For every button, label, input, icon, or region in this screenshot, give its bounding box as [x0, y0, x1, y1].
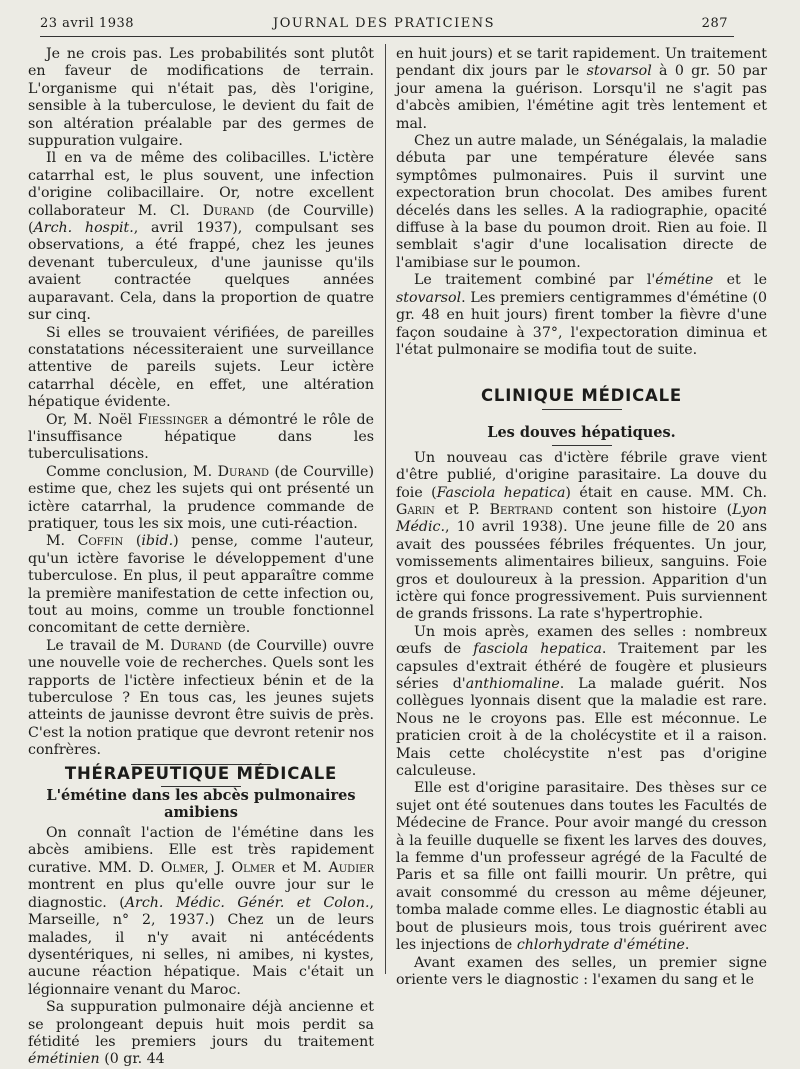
column-divider [385, 44, 386, 974]
paragraph: Si elles se trouvaient vérifiées, de pareilles constatations nécessiteraient une surveillance attentive de pareils sujets. Leur ictère catarrhal décèle, en effet, une altération hépatique évidente. [28, 324, 374, 411]
paragraph: Un mois après, examen des selles : nombreux œufs de fasciola hepatica. Traitement par les capsules d'extrait éthéré de fougère et plusieurs séries d'anthiomaline. La malade guérit. Nos collègues lyonnais disent que la maladie est rare. Nous ne le croyons pas. Elle est méconnue. Le praticien croit à de la cholécystite et il a raison. Mais cette cholécystite n'est pas d'origine calculeuse. [396, 623, 767, 780]
section-title-therapeutique: THÉRAPEUTIQUE MÉDICALE [64, 763, 338, 783]
paragraph: Chez un autre malade, un Sénégalais, la maladie débuta par une température élevée sans symptômes pulmonaires. Puis il survint une expectoration brun chocolat. Des amibes furent décelés dans les selles. A la radiographie, opacité diffuse à la base du poumon droit. Rien au foie. Il semblait s'agir d'une localisation directe de l'amibiase sur le poumon. [396, 133, 767, 271]
left-column [28, 46, 374, 1069]
section-title-clinique: CLINIQUE MÉDICALE [481, 386, 682, 406]
paragraph: Le traitement combiné par l'émétine et le stovarsol. Les premiers centigrammes d'émétine (0 gr. 48 en huit jours) firent tomber la fièvre d'une façon soudaine à 37°, l'expectoration diminua et l'état pulmonaire se modifia tout de suite. [396, 272, 767, 358]
paragraph: Il en va de même des colibacilles. L'ictère catarrhal est, le plus souvent, une infection d'origine colibacillaire. Or, notre excellent collaborateur M. Cl. Durand (de Courville) (Arch. hospit., avril 1937), compulsant ses observations, a été frappé, chez les jeunes devenant tuberculeux, d'une jaunisse qu'ils avaient contractée quelques années auparavant. Cela, dans la proportion de quatre sur cinq. [28, 150, 375, 324]
paragraph: Or, M. Noël Fiessinger a démontré le rôle de l'insuffisance hépatique dans les tuberculisations. [28, 411, 374, 463]
running-header [40, 14, 728, 36]
right-column [396, 46, 767, 989]
paragraph: Sa suppuration pulmonaire déjà ancienne et se prolongeant depuis huit mois perdit sa fétidité les premiers jours du traitement émétinien (0 gr. 44 [28, 999, 374, 1068]
paragraph: Comme conclusion, M. Durand (de Courville) estime que, chez les sujets qui ont présenté un ictère catarrhal, la prudence commande de pratiquer, tous les six mois, une cuti-réaction. [28, 463, 374, 532]
paragraph: Le travail de M. Durand (de Courville) ouvre une nouvelle voie de recherches. Quels sont les rapports de l'ictère infectieux bénin et de la tuberculose ? En tous cas, les jeunes sujets atteints de jaunisse devront être suivis de près. C'est la notion pratique que devront retenir nos confrères. [28, 637, 374, 759]
article-rule [552, 445, 612, 446]
paragraph: On connaît l'action de l'émétine dans les abcès amibiens. Elle est très rapidement curative. MM. D. Olmer, J. Olmer et M. Audier montrent en plus qu'elle ouvre jour sur le diagnostic. (Arch. Médic. Génér. et Colon., Marseille, n° 2, 1937.) Chez un de leurs malades, il n'y avait ni antécédents dysentériques, ni selles, ni amibes, ni kystes, aucune réaction hépatique. Mais c'était un légionnaire venant du Maroc. [28, 825, 375, 998]
paragraph: Je ne crois pas. Les probabilités sont plutôt en faveur de modifications de terrain. L'organisme qui n'était pas, dès l'origine, sensible à la tuberculose, le devient du fait de son altération préalable par des germes de suppuration vulgaire. [28, 46, 374, 150]
journal-title: JOURNAL DES PRATICIENS [273, 16, 495, 31]
paragraph: en huit jours) et se tarit rapidement. Un traitement pendant dix jours par le stovarsol à 0 gr. 50 par jour amena la guérison. Lorsqu'il ne s'agit pas d'abcès amibien, l'émétine agit très lentement et mal. [396, 46, 767, 132]
paragraph: Elle est d'origine parasitaire. Des thèses sur ce sujet ont été soutenues dans toutes les Facultés de Médecine de France. Pour avoir mangé du cresson à la feuille duquelle se fixent les larves des douves, la femme d'un professeur agrégé de la Faculté de Paris et sa fille ont failli mourir. Un prêtre, qui avait consommé du cresson au même déjeuner, tomba malade comme elles. Le diagnostic établi au bout de plusieurs mois, tous trois guérirent avec les injections de chlorhydrate d'émétine. [396, 780, 767, 954]
paragraph: Un nouveau cas d'ictère fébrile grave vient d'être publié, d'origine parasitaire. La douve du foie (Fasciola hepatica) était en cause. MM. Ch. Garin et P. Bertrand content son histoire (Lyon Médic., 10 avril 1938). Une jeune fille de 20 ans avait des poussées fébriles fréquentes. Un jour, vomissements alimentaires bilieux, sanguins. Foie gros et douloureux à la pression. Apparition d'un ictère qui fonce progressivement. Puis surviennent de grands frissons. La rate s'hypertrophie. [396, 449, 767, 623]
page-number: 287 [701, 16, 728, 31]
header-date: 23 avril 1938 [40, 16, 135, 31]
header-rule [40, 36, 734, 37]
article-title-emetine: L'émétine dans les abcès pulmonaires amibiens [46, 787, 356, 822]
paragraph: M. Coffin (ibid.) pense, comme l'auteur, qu'un ictère favorise le développement d'une tuberculose. En plus, il peut apparaître comme la première manifestation de cette infection ou, tout au moins, comme un trouble fonctionnel concomitant de cette dernière. [28, 533, 375, 637]
paragraph: Avant examen des selles, un premier signe oriente vers le diagnostic : l'examen du sang et le [396, 954, 767, 988]
article-title-douves: Les douves hépatiques. [487, 423, 676, 441]
section-rule [542, 409, 622, 410]
